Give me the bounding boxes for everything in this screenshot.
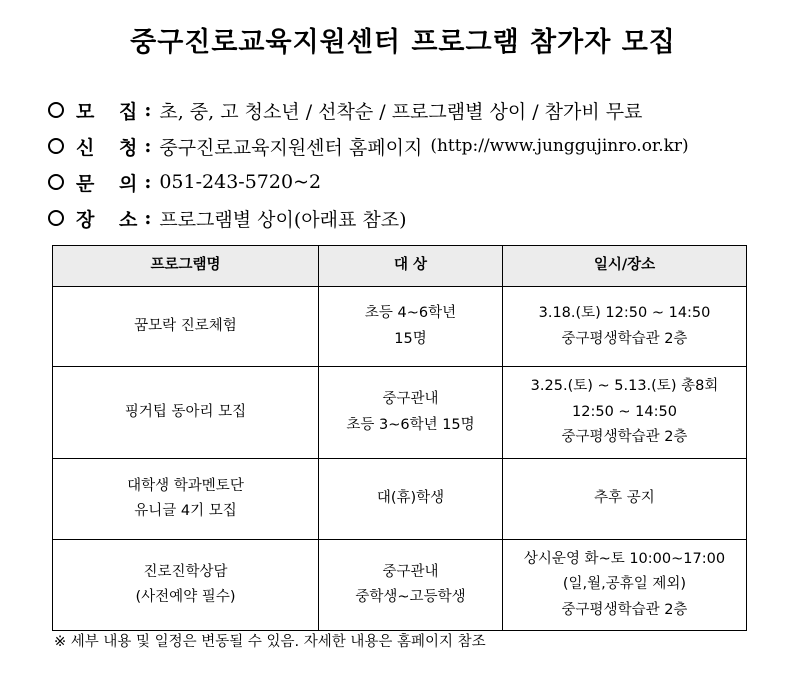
program-cell: 대학생 학과멘토단 유니글 4기 모집 [53,459,319,540]
info-value: 중구진로교육지원센터 홈페이지 [159,136,423,159]
program-cell: 진로진학상담 (사전예약 필수) [53,540,319,631]
homepage-link[interactable]: (http://www.junggujinro.or.kr) [430,136,689,156]
info-label: 모 집 [76,100,147,123]
footnote: ※ 세부 내용 및 일정은 변동될 수 있음. 자세한 내용은 홈페이지 참조 [54,634,486,650]
program-cell: 핑거팁 동아리 모집 [53,367,319,459]
colon: : [144,135,152,157]
header-schedule: 일시/장소 [503,246,747,287]
table-row [53,459,747,540]
target-cell: 중구관내 중학생~고등학생 [319,540,503,631]
info-label: 신 청 [76,136,147,159]
page-title: 중구진로교육지원센터 프로그램 참가자 모집 [130,27,676,58]
schedule-cell: 추후 공지 [503,459,747,540]
target-cell: 중구관내 초등 3~6학년 15명 [319,367,503,459]
info-value: 프로그램별 상이(아래표 참조) [159,208,407,231]
table-row [53,287,747,367]
circle-bullet-icon [48,174,64,190]
info-contact [48,164,798,200]
target-cell: 초등 4~6학년 15명 [319,287,503,367]
info-place [48,200,798,236]
header-target: 대 상 [319,246,503,287]
circle-bullet-icon [48,210,64,226]
schedule-cell: 3.25.(토) ~ 5.13.(토) 총8회 12:50 ~ 14:50 중구평생학습관 2층 [503,367,747,459]
colon: : [144,171,152,193]
target-cell: 대(휴)학생 [319,459,503,540]
info-apply [48,128,798,164]
info-recruit [48,92,798,128]
table-header-row [53,246,747,287]
info-value: 초, 중, 고 청소년 / 선착순 / 프로그램별 상이 / 참가비 무료 [159,100,643,123]
circle-bullet-icon [48,138,64,154]
schedule-cell: 3.18.(토) 12:50 ~ 14:50 중구평생학습관 2층 [503,287,747,367]
circle-bullet-icon [48,102,64,118]
info-label: 문 의 [76,172,147,195]
program-table [52,245,747,631]
colon: : [144,99,152,121]
schedule-cell: 상시운영 화~토 10:00~17:00 (일,월,공휴일 제외) 중구평생학습관 2층 [503,540,747,631]
info-list [48,92,798,236]
info-label: 장 소 [76,208,147,231]
table-row [53,540,747,631]
program-cell: 꿈모락 진로체험 [53,287,319,367]
info-value: 051-243-5720~2 [159,171,322,193]
header-program: 프로그램명 [53,246,319,287]
colon: : [144,207,152,229]
table-row [53,367,747,459]
